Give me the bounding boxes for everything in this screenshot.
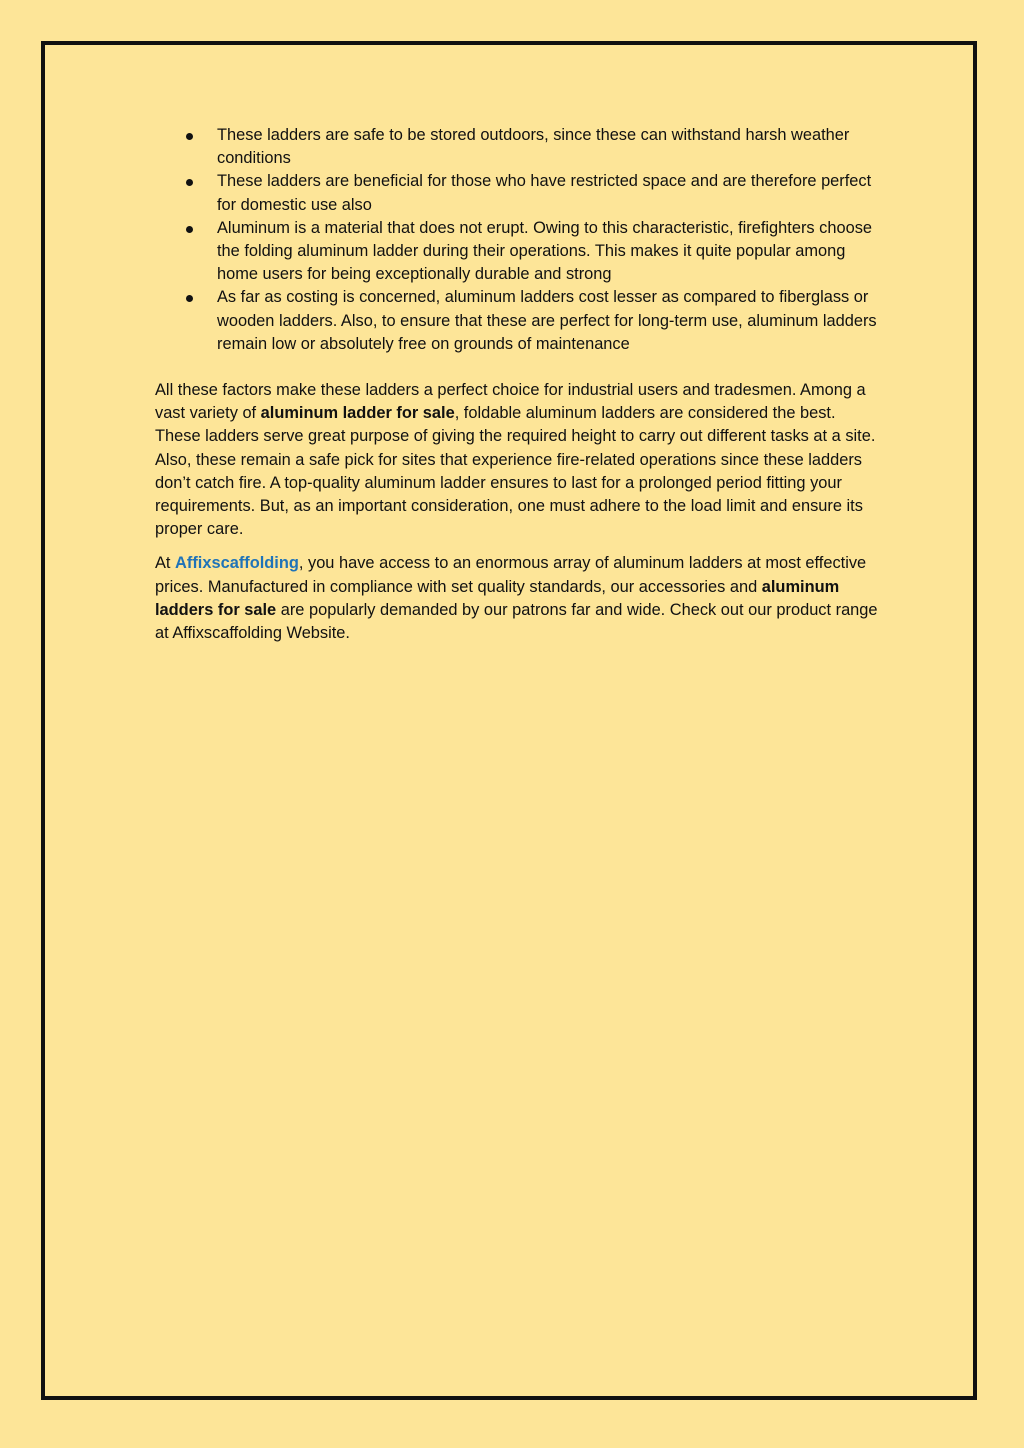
company-paragraph	[155, 552, 885, 645]
bullet-icon	[186, 226, 193, 233]
bullet-text: These ladders are safe to be stored outdoors, since these can withstand harsh weather conditions	[217, 126, 850, 168]
bullet-text: Aluminum is a material that does not erupt. Owing to this characteristic, firefighters choose the folding aluminum ladder during their operations. This makes it quite popular among home users for being exceptionally durable and strong	[217, 218, 873, 284]
company-text-start: At	[155, 554, 176, 573]
bullet-item	[155, 286, 885, 356]
bullet-item	[155, 124, 885, 170]
bullet-item	[155, 170, 885, 216]
summary-paragraph	[155, 379, 885, 541]
document-body	[155, 124, 885, 645]
bullet-icon	[186, 295, 193, 302]
bullet-text: These ladders are beneficial for those who have restricted space and are therefore perfect for domestic use also	[217, 172, 872, 214]
bullet-icon	[186, 133, 193, 140]
bullet-icon	[186, 179, 193, 186]
company-text-end: are popularly demanded by our patrons far and wide. Check out our product range at Affixscaffolding Website.	[155, 600, 878, 643]
summary-text-end: , foldable aluminum ladders are considered the best. These ladders serve great purpose of giving the required height to carry out different tasks at a site. Also, these remain a safe pick for sites that experience fire-related operations since these ladders don’t catch fire. A top-quality aluminum ladder ensures to last for a prolonged period fitting your requirements. But, as an important consideration, one must adhere to the load limit and ensure its proper care.	[155, 404, 876, 539]
keyword-aluminum-ladder-for-sale: aluminum ladder for sale	[260, 404, 455, 423]
affixscaffolding-link[interactable]: Affixscaffolding	[175, 554, 299, 573]
company-text-middle: , you have access to an enormous array of aluminum ladders at most effective prices. Manufactured in compliance with set quality standards, our accessories and	[155, 554, 867, 596]
bullet-text: As far as costing is concerned, aluminum ladders cost lesser as compared to fiberglass or wooden ladders. Also, to ensure that these are perfect for long-term use, aluminum ladders remain low or absolutely free on grounds of maintenance	[217, 288, 877, 353]
feature-bullet-list	[155, 124, 885, 356]
bullet-item	[155, 217, 885, 287]
keyword-aluminum-ladders-for-sale: aluminum ladders for sale	[155, 577, 840, 619]
summary-text-start: All these factors make these ladders a perfect choice for industrial users and tradesmen. Among a vast variety of	[155, 381, 866, 423]
